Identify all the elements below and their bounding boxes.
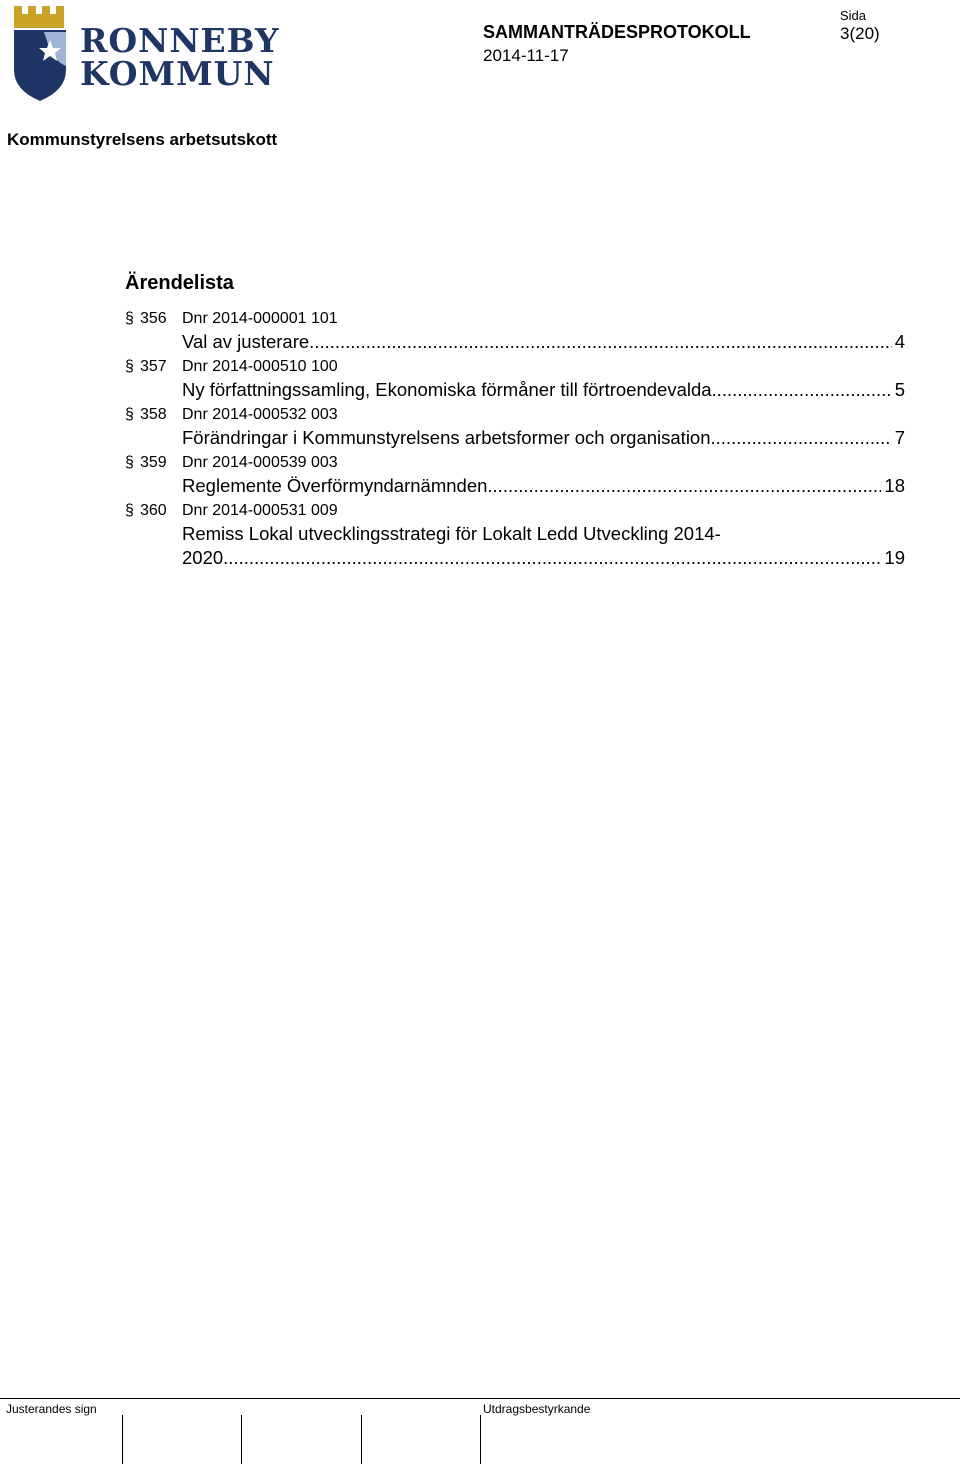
entry-title[interactable]: Remiss Lokal utvecklingsstrategi för Lokalt Ledd Utveckling 2014- (182, 523, 721, 544)
table-of-contents (125, 308, 905, 572)
entry-page: 18 (884, 475, 905, 496)
dot-leader (487, 474, 881, 498)
signature-label: Justerandes sign (6, 1402, 97, 1416)
logo-line-2: KOMMUN (80, 54, 275, 93)
page-number: 3(20) (840, 24, 880, 43)
toc-entry[interactable] (125, 356, 905, 402)
dot-leader (711, 426, 892, 450)
entry-number: 360 (140, 502, 167, 519)
entry-dnr: Dnr 2014-000532 003 (182, 406, 338, 423)
document-title: SAMMANTRÄDESPROTOKOLL (483, 22, 751, 42)
signature-divider (361, 1415, 362, 1464)
paragraph-symbol: § (125, 358, 134, 375)
toc-entry[interactable] (125, 404, 905, 450)
dot-leader (223, 546, 881, 570)
dot-leader (712, 378, 892, 402)
entry-number: 356 (140, 310, 167, 327)
toc-entry[interactable] (125, 452, 905, 498)
signature-divider (480, 1415, 481, 1464)
entry-title-continued[interactable]: 2020 (182, 547, 224, 568)
department-name: Kommunstyrelsens arbetsutskott (7, 130, 278, 149)
entry-title[interactable]: Val av justerare (182, 331, 310, 352)
certification-label: Utdragsbestyrkande (483, 1402, 591, 1416)
entry-page: 4 (894, 331, 905, 352)
signature-footer (0, 1398, 960, 1464)
signature-divider (122, 1415, 123, 1464)
entry-dnr: Dnr 2014-000539 003 (182, 454, 338, 471)
entry-number: 358 (140, 406, 167, 423)
entry-dnr: Dnr 2014-000001 101 (182, 310, 338, 327)
paragraph-symbol: § (125, 502, 134, 519)
toc-entry[interactable] (125, 308, 905, 354)
paragraph-symbol: § (125, 454, 134, 471)
entry-dnr: Dnr 2014-000510 100 (182, 358, 338, 375)
paragraph-symbol: § (125, 406, 134, 423)
meeting-date: 2014-11-17 (483, 46, 569, 65)
signature-divider (241, 1415, 242, 1464)
entry-title[interactable]: Förändringar i Kommunstyrelsens arbetsformer och organisation (182, 427, 711, 448)
entry-dnr: Dnr 2014-000531 009 (182, 502, 338, 519)
page-label: Sida (840, 8, 867, 23)
logo-line-1: RONNEBY (80, 21, 280, 60)
dot-leader (309, 330, 892, 354)
toc-entry[interactable] (125, 500, 905, 570)
entry-page: 5 (894, 379, 905, 400)
logo-wordmark (80, 21, 280, 93)
entry-page: 19 (884, 547, 905, 568)
entry-title[interactable]: Reglemente Överförmyndarnämnden (182, 475, 488, 496)
paragraph-symbol: § (125, 310, 134, 327)
entry-number: 357 (140, 358, 167, 375)
entry-page: 7 (894, 427, 905, 448)
entry-title[interactable]: Ny författningssamling, Ekonomiska förmåner till förtroendevalda (182, 379, 712, 400)
toc-heading: Ärendelista (125, 272, 234, 294)
entry-number: 359 (140, 454, 167, 471)
coat-of-arms-icon (10, 4, 70, 104)
